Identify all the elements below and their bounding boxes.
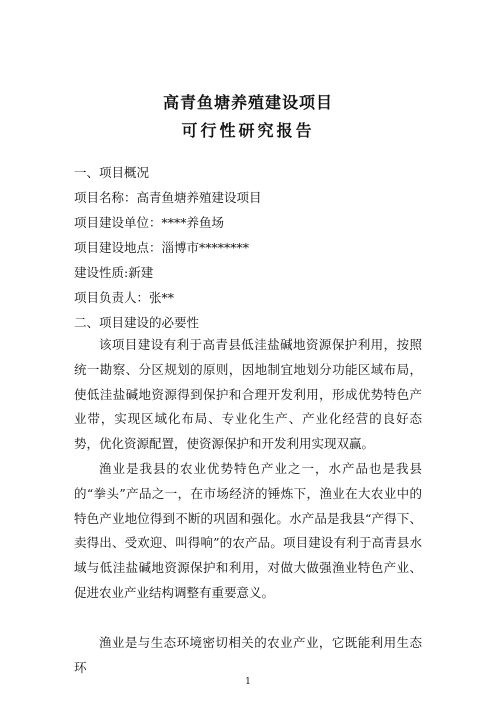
body-paragraph: 该项目建设有利于高青县低洼盐碱地资源保护利用，按照统一勘察、分区规划的原则，因地制宜地划分功能区域布局，使低洼盐碱地资源得到保护和合理开发利用，形成优势特色产业带，实现区域化布局、专业化生产、产业化经营的良好态势，优化资源配置，使资源保护和开发利用实现双赢。 <box>74 337 422 452</box>
project-nature-line: 建设性质:新建 <box>74 265 154 280</box>
project-manager-line: 项目负责人：张** <box>74 290 175 305</box>
project-location-line: 项目建设地点：淄博市******** <box>74 240 250 255</box>
project-unit-line: 项目建设单位：****养鱼场 <box>74 215 225 230</box>
page-number: 1 <box>245 677 251 687</box>
project-name-line: 项目名称：高青鱼塘养殖建设项目 <box>74 190 262 205</box>
body-paragraph: 渔业是我县的农业优势特色产业之一，水产品也是我县的“拳头”产品之一，在市场经济的锤炼下，渔业在大农业中的特色产业地位得到不断的巩固和强化。水产品是我县“产得下、卖得出、受欢迎、叫得响”的农产品。项目建设有利于高青县水域与低洼盐碱地资源保护和利用，对做大做强渔业特色产业、促进农业产业结构调整有重要意义。 <box>74 461 422 600</box>
document-subtitle: 可行性研究报告 <box>181 121 315 140</box>
body-paragraph: 渔业是与生态环境密切相关的农业产业，它既能利用生态环 <box>74 635 422 675</box>
section-heading-necessity: 二、项目建设的必要性 <box>74 315 200 330</box>
section-heading-overview: 一、项目概况 <box>74 165 150 180</box>
document-title: 高青鱼塘养殖建设项目 <box>162 93 333 112</box>
